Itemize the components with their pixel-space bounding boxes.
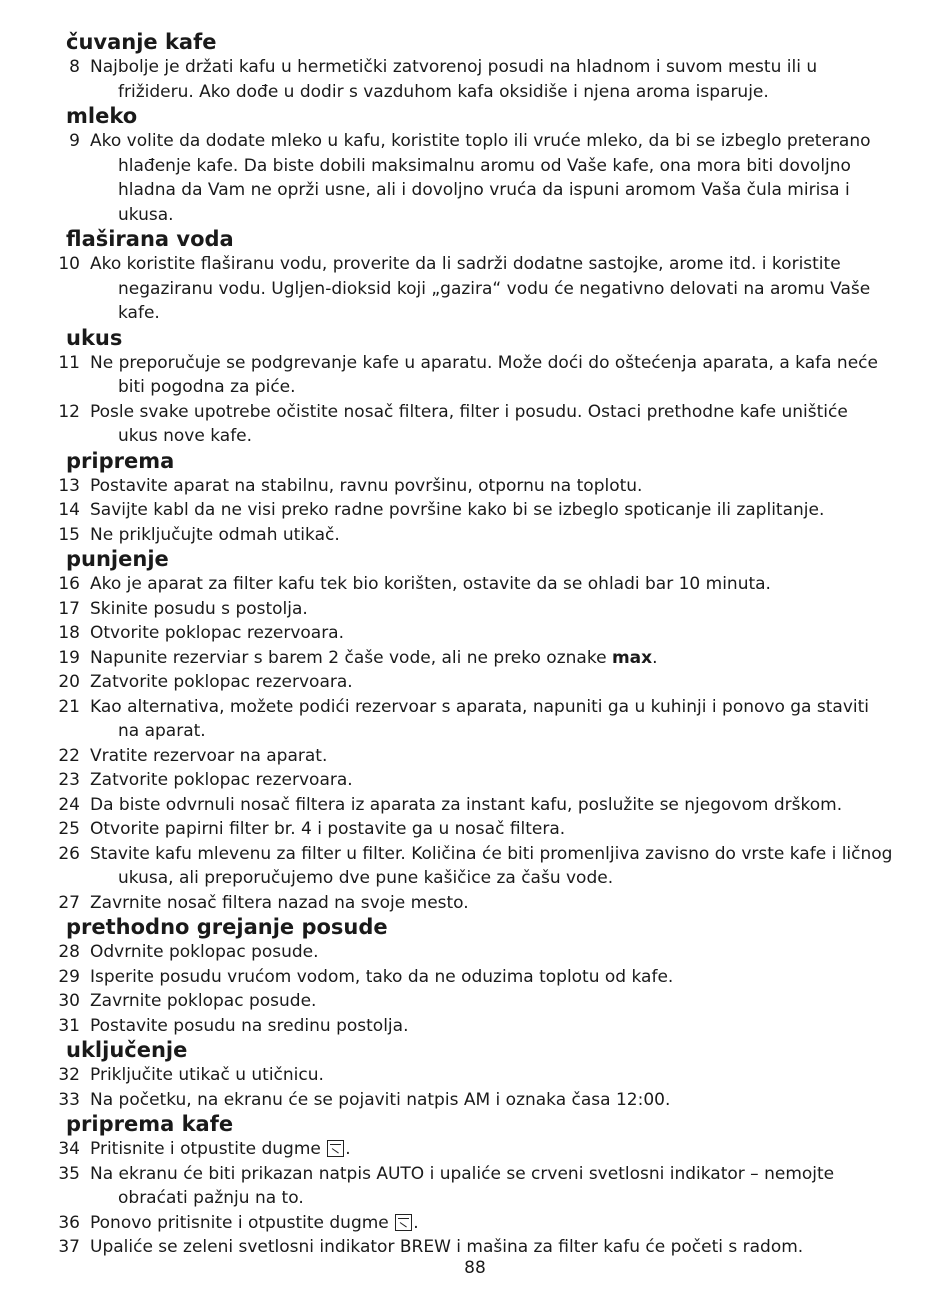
section bbox=[58, 915, 896, 1038]
item-text bbox=[90, 474, 896, 499]
list-item bbox=[58, 670, 896, 695]
section-title: čuvanje kafe bbox=[66, 30, 217, 54]
item-text bbox=[90, 597, 896, 622]
item-text bbox=[90, 646, 896, 671]
item-text-main: Napunite rezerviar s barem 2 čaše vode, ali ne preko oznake bbox=[90, 647, 612, 668]
item-number: 37 bbox=[58, 1237, 80, 1257]
item-text bbox=[90, 1162, 896, 1187]
list-item bbox=[58, 965, 896, 990]
item-text bbox=[90, 351, 896, 376]
item-text-main: Ponovo pritisnite i otpustite dugme bbox=[90, 1212, 395, 1233]
item-text bbox=[90, 523, 896, 548]
item-number: 18 bbox=[58, 623, 80, 643]
item-text-continuation: hlađenje kafe. Da biste dobili maksimalnu aromu od Vaše kafe, ona mora biti dovoljno bbox=[118, 155, 851, 176]
item-text bbox=[90, 498, 896, 523]
list-item bbox=[66, 55, 896, 104]
section bbox=[58, 1038, 896, 1112]
item-text-main: Ne preporučuje se podgrevanje kafe u aparatu. Može doći do oštećenja aparata, a kafa neće bbox=[90, 352, 878, 373]
item-text bbox=[90, 129, 896, 154]
list-item bbox=[58, 646, 896, 671]
item-number: 16 bbox=[58, 574, 80, 594]
item-text bbox=[90, 1211, 896, 1236]
item-text-main: Pritisnite i otpustite dugme bbox=[90, 1139, 327, 1159]
section-title: mleko bbox=[66, 104, 138, 128]
page-number: 88 bbox=[464, 1258, 486, 1278]
item-text bbox=[90, 817, 896, 842]
list-item bbox=[58, 891, 896, 916]
bold-term: max bbox=[611, 647, 653, 668]
item-number: 22 bbox=[58, 745, 80, 766]
list-item bbox=[58, 1235, 896, 1260]
list-item bbox=[58, 1137, 896, 1162]
item-text-main: Zatvorite poklopac rezervoara. bbox=[90, 770, 353, 790]
brew-button-icon bbox=[395, 1214, 412, 1231]
section bbox=[66, 104, 896, 227]
item-text-continuation: na aparat. bbox=[118, 721, 206, 741]
item-number: 34 bbox=[58, 1139, 80, 1159]
list-item bbox=[66, 129, 896, 227]
list-item bbox=[58, 817, 896, 842]
item-text bbox=[90, 1014, 896, 1039]
item-text bbox=[90, 768, 896, 793]
item-text bbox=[90, 842, 896, 867]
section-title: punjenje bbox=[66, 547, 169, 571]
item-number: 36 bbox=[58, 1212, 80, 1233]
list-item bbox=[58, 768, 896, 793]
section-title: priprema bbox=[66, 448, 175, 473]
item-number: 31 bbox=[58, 1015, 80, 1036]
section bbox=[66, 30, 896, 104]
item-text-main: Priključite utikač u utičnicu. bbox=[90, 1065, 324, 1085]
list-item bbox=[58, 1211, 896, 1236]
item-number: 24 bbox=[58, 794, 80, 815]
item-number: 27 bbox=[58, 892, 80, 913]
item-number: 10 bbox=[58, 254, 80, 274]
item-number: 15 bbox=[58, 524, 80, 545]
item-number: 9 bbox=[69, 131, 80, 151]
list-item bbox=[58, 940, 896, 965]
section-title: prethodno grejanje posude bbox=[66, 915, 388, 939]
item-text-main: Kao alternativa, možete podići rezervoar s aparata, napuniti ga u kuhinji i ponovo ga staviti bbox=[90, 696, 869, 717]
list-item bbox=[58, 252, 896, 326]
item-text-continuation: hladna da Vam ne oprži usne, ali i dovoljno vruća da ispuni aromom Vaša čula mirisa i ukusa. bbox=[118, 180, 850, 225]
list-item bbox=[58, 989, 896, 1014]
section-title: priprema kafe bbox=[66, 1112, 234, 1136]
item-number: 14 bbox=[58, 500, 80, 520]
item-text-continuation: ukus nove kafe. bbox=[118, 426, 253, 446]
item-number: 26 bbox=[58, 843, 80, 864]
list-item bbox=[58, 1088, 896, 1113]
item-text-continuation: frižideru. Ako dođe u dodir s vazduhom kafa oksidiše i njena aroma isparuje. bbox=[118, 81, 769, 102]
document-page bbox=[58, 30, 896, 1260]
item-text-continuation: biti pogodna za piće. bbox=[118, 377, 296, 397]
item-text-main: Da biste odvrnuli nosač filtera iz aparata za instant kafu, poslužite se njegovom drškom. bbox=[90, 794, 843, 815]
item-text-main: Zavrnite poklopac posude. bbox=[90, 991, 317, 1011]
list-item bbox=[58, 351, 896, 400]
item-number: 8 bbox=[69, 57, 80, 77]
list-item bbox=[58, 793, 896, 818]
section bbox=[58, 227, 896, 326]
item-text bbox=[90, 55, 896, 80]
item-text bbox=[90, 621, 896, 646]
section-title: uključenje bbox=[66, 1038, 188, 1062]
brew-button-icon bbox=[327, 1140, 344, 1157]
item-text bbox=[90, 1063, 896, 1088]
item-text-main: Vratite rezervoar na aparat. bbox=[90, 745, 328, 766]
item-text-main: Upaliće se zeleni svetlosni indikator BREW i mašina za filter kafu će početi s radom. bbox=[90, 1237, 804, 1257]
list-item bbox=[58, 842, 896, 891]
item-number: 21 bbox=[58, 696, 80, 717]
item-text-main: Na početku, na ekranu će se pojaviti natpis AM i oznaka časa 12:00. bbox=[90, 1089, 671, 1110]
item-number: 32 bbox=[58, 1065, 80, 1085]
section bbox=[58, 448, 896, 548]
item-text-end: . bbox=[413, 1212, 419, 1233]
item-text bbox=[90, 940, 896, 965]
item-number: 13 bbox=[58, 475, 80, 496]
item-text-main: Postavite aparat na stabilnu, ravnu površinu, otpornu na toplotu. bbox=[90, 475, 643, 496]
item-text bbox=[90, 572, 896, 597]
item-text-main: Zavrnite nosač filtera nazad na svoje mesto. bbox=[90, 892, 469, 913]
item-text-continuation: ukusa, ali preporučujemo dve pune kašičice za čašu vode. bbox=[118, 868, 614, 888]
section bbox=[58, 547, 896, 915]
item-number: 12 bbox=[58, 401, 80, 422]
item-text bbox=[90, 744, 896, 769]
item-text-main: Zatvorite poklopac rezervoara. bbox=[90, 672, 353, 692]
item-text bbox=[90, 1137, 896, 1162]
list-item bbox=[58, 744, 896, 769]
item-text bbox=[90, 793, 896, 818]
item-number: 33 bbox=[58, 1089, 80, 1110]
item-number: 28 bbox=[58, 942, 80, 962]
list-item bbox=[58, 523, 896, 548]
item-number: 23 bbox=[58, 770, 80, 790]
item-text bbox=[90, 252, 896, 277]
item-text-main: Skinite posudu s postolja. bbox=[90, 598, 308, 619]
item-text bbox=[90, 989, 896, 1014]
item-number: 25 bbox=[58, 819, 80, 839]
item-number: 19 bbox=[58, 647, 80, 668]
list-item bbox=[58, 572, 896, 597]
list-item bbox=[58, 1014, 896, 1039]
list-item bbox=[58, 498, 896, 523]
item-text-main: Postavite posudu na sredinu postolja. bbox=[90, 1015, 409, 1036]
item-number: 29 bbox=[58, 966, 80, 987]
item-text-main: Posle svake upotrebe očistite nosač filtera, filter i posudu. Ostaci prethodne kafe uništiće bbox=[90, 401, 848, 422]
section bbox=[58, 325, 896, 449]
list-item bbox=[58, 597, 896, 622]
item-number: 20 bbox=[58, 672, 80, 692]
list-item bbox=[58, 1162, 896, 1211]
item-text bbox=[90, 670, 896, 695]
item-text-main: Savijte kabl da ne visi preko radne površine kako bi se izbeglo spoticanje ili zaplitanje. bbox=[90, 500, 825, 520]
item-text bbox=[90, 400, 896, 425]
item-text-main: Ako koristite flaširanu vodu, proverite da li sadrži dodatne sastojke, arome itd. i koristite bbox=[90, 254, 841, 274]
section-title: ukus bbox=[66, 325, 123, 350]
item-text-end: . bbox=[652, 647, 658, 668]
item-text-main: Ako volite da dodate mleko u kafu, koristite toplo ili vruće mleko, da bi se izbeglo preterano bbox=[90, 131, 871, 151]
item-text-continuation: obraćati pažnju na to. bbox=[118, 1188, 304, 1208]
item-text-main: Najbolje je držati kafu u hermetički zatvorenoj posudi na hladnom i suvom mestu ili u bbox=[90, 57, 818, 77]
item-text-end: . bbox=[345, 1139, 351, 1159]
item-text bbox=[90, 965, 896, 990]
list-item bbox=[58, 1063, 896, 1088]
item-number: 17 bbox=[58, 598, 80, 619]
section-title: flaširana voda bbox=[66, 227, 234, 251]
item-text-main: Isperite posudu vrućom vodom, tako da ne oduzima toplotu od kafe. bbox=[90, 966, 674, 987]
item-text bbox=[90, 891, 896, 916]
list-item bbox=[58, 400, 896, 449]
item-text bbox=[90, 1235, 896, 1260]
item-number: 35 bbox=[58, 1163, 80, 1184]
item-text bbox=[90, 695, 896, 720]
item-text-main: Na ekranu će biti prikazan natpis AUTO i upaliće se crveni svetlosni indikator – nemojte bbox=[90, 1163, 835, 1184]
list-item bbox=[58, 621, 896, 646]
item-number: 11 bbox=[58, 352, 80, 373]
item-text-main: Stavite kafu mlevenu za filter u filter. Količina će biti promenljiva zavisno do vrste kafe i ličnog bbox=[90, 843, 893, 864]
list-item bbox=[58, 695, 896, 744]
item-text-main: Otvorite poklopac rezervoara. bbox=[90, 623, 345, 643]
item-text bbox=[90, 1088, 896, 1113]
section bbox=[58, 1112, 896, 1260]
item-text-continuation: negaziranu vodu. Ugljen-dioksid koji „gazira“ vodu će negativno delovati na aromu Vaše kafe. bbox=[118, 278, 871, 323]
list-item bbox=[58, 474, 896, 499]
item-text-main: Ako je aparat za filter kafu tek bio korišten, ostavite da se ohladi bar 10 minuta. bbox=[90, 574, 771, 594]
item-number: 30 bbox=[58, 991, 80, 1011]
item-text-main: Odvrnite poklopac posude. bbox=[90, 942, 319, 962]
item-text-main: Otvorite papirni filter br. 4 i postavite ga u nosač filtera. bbox=[90, 819, 566, 839]
item-text-main: Ne priključujte odmah utikač. bbox=[90, 524, 340, 545]
